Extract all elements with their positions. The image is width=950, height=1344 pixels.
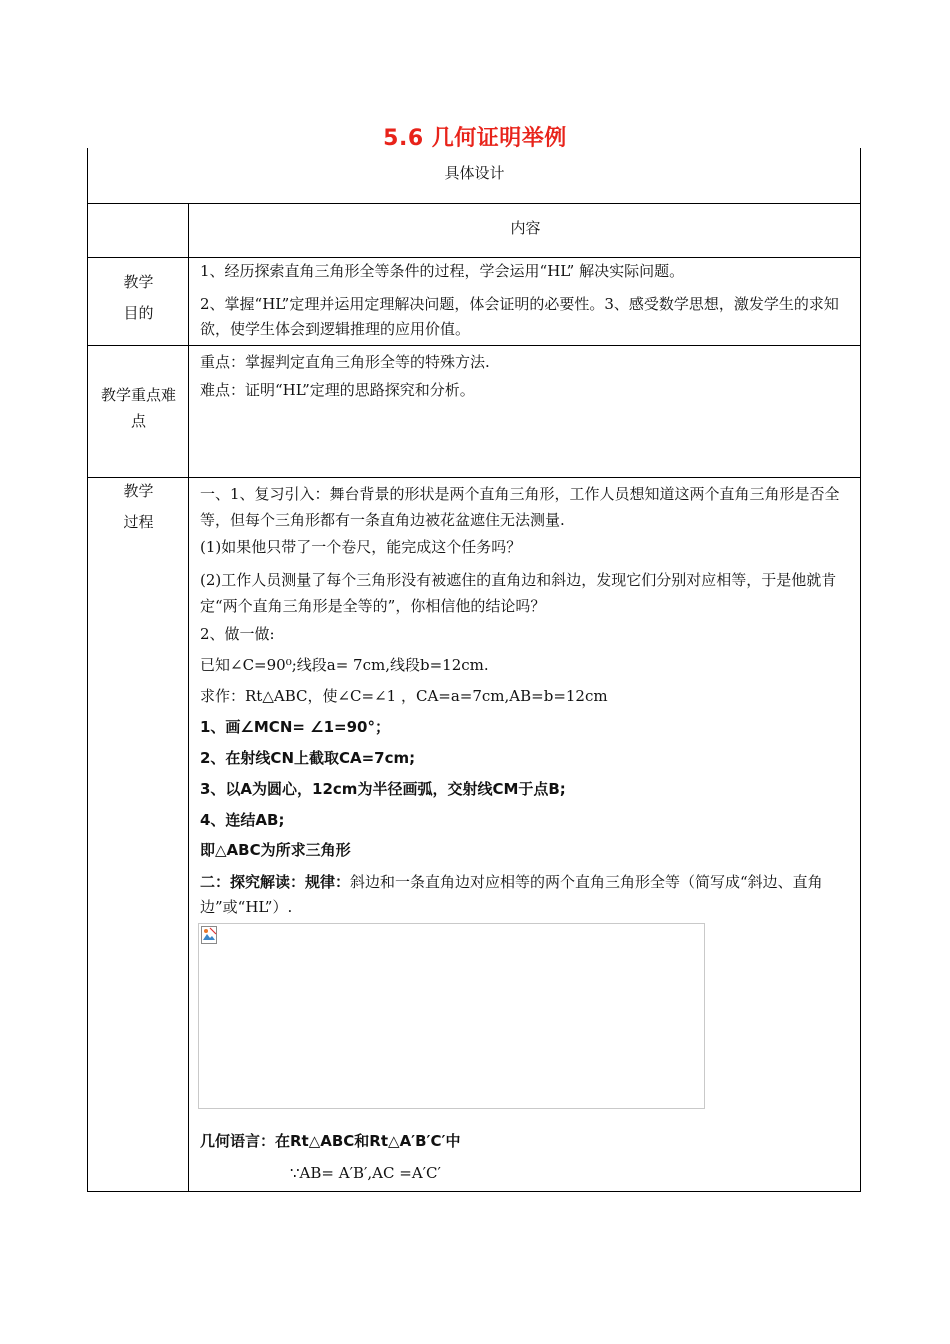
objectives-label-line2: 目的 <box>123 304 154 322</box>
construction-step-3: 3、以A为圆心，12cm为半径画弧，交射线CM于点B; <box>200 780 566 798</box>
figure-image-placeholder <box>198 923 705 1109</box>
process-intro: 一、1、复习引入：舞台背景的形状是两个直角三角形，工作人员想知道这两个直角三角形是否全等，但每个三角形都有一条直角边被花盆遮住无法测量. <box>200 485 840 529</box>
geometry-language: 几何语言：在Rt△ABC和Rt△A′B′C′中 <box>200 1132 461 1150</box>
table-rule <box>87 345 861 346</box>
table-rule <box>87 477 861 478</box>
process-try-it: 2、做一做: <box>200 625 275 643</box>
because-statement: ∵AB= A′B′,AC =A′C′ <box>290 1164 441 1182</box>
content-header: 内容 <box>510 219 541 237</box>
explore-rule-text: 斜边和一条直角边对应相等的两个直角三角形全等（简写成“斜边、直角边”或“HL”）. <box>200 873 823 916</box>
process-construct: 求作：Rt△ABC，使∠C=∠1 ，CA=a=7cm,AB=b=12cm <box>200 687 608 705</box>
explore-rule-label: 二：探究解读：规律： <box>200 873 351 891</box>
process-question-1: (1)如果他只带了一个卷尺，能完成这个任务吗？ <box>200 538 522 556</box>
keypoints-label-line1: 教学重点难 <box>100 386 176 404</box>
construction-step-2: 2、在射线CN上截取CA=7cm; <box>200 749 416 767</box>
table-border-bottom <box>87 1191 861 1192</box>
document-title: 5.6 几何证明举例 <box>383 126 567 151</box>
construction-step-4: 4、连结AB; <box>200 811 285 829</box>
objectives-paragraph-1: 1、经历探索直角三角形全等条件的过程，学会运用“HL” 解决实际问题。 <box>200 262 685 280</box>
process-question-2: (2)工作人员测量了每个三角形没有被遮住的直角边和斜边，发现它们分别对应相等，于是他就肯定“两个直角三角形是全等的”，你相信他的结论吗？ <box>200 571 837 615</box>
table-rule <box>87 257 861 258</box>
objectives-label-line1: 教学 <box>123 273 154 291</box>
table-column-divider <box>188 203 189 1192</box>
keypoints-difficulty: 难点：证明“HL”定理的思路探究和分析。 <box>200 381 475 399</box>
process-given: 已知∠C=90⁰;线段a= 7cm,线段b=12cm. <box>200 656 489 674</box>
explore-rule <box>200 870 855 920</box>
construction-step-1: 1、画∠MCN= ∠1=90°； <box>200 718 390 736</box>
keypoints-label-line2: 点 <box>130 412 146 430</box>
table-rule <box>87 203 861 204</box>
process-label-line1: 教学 <box>123 482 154 500</box>
design-header: 具体设计 <box>444 164 505 182</box>
keypoints-focus: 重点：掌握判定直角三角形全等的特殊方法. <box>200 353 490 371</box>
table-border-right <box>860 148 861 1192</box>
objectives-paragraph-2: 2、掌握“HL”定理并运用定理解决问题，体会证明的必要性。3、感受数学思想，激发学生的求知欲，使学生体会到逻辑推理的应用价值。 <box>200 295 839 338</box>
construction-result: 即△ABC为所求三角形 <box>200 841 351 859</box>
broken-image-icon <box>201 926 217 948</box>
process-label-line2: 过程 <box>123 513 154 531</box>
